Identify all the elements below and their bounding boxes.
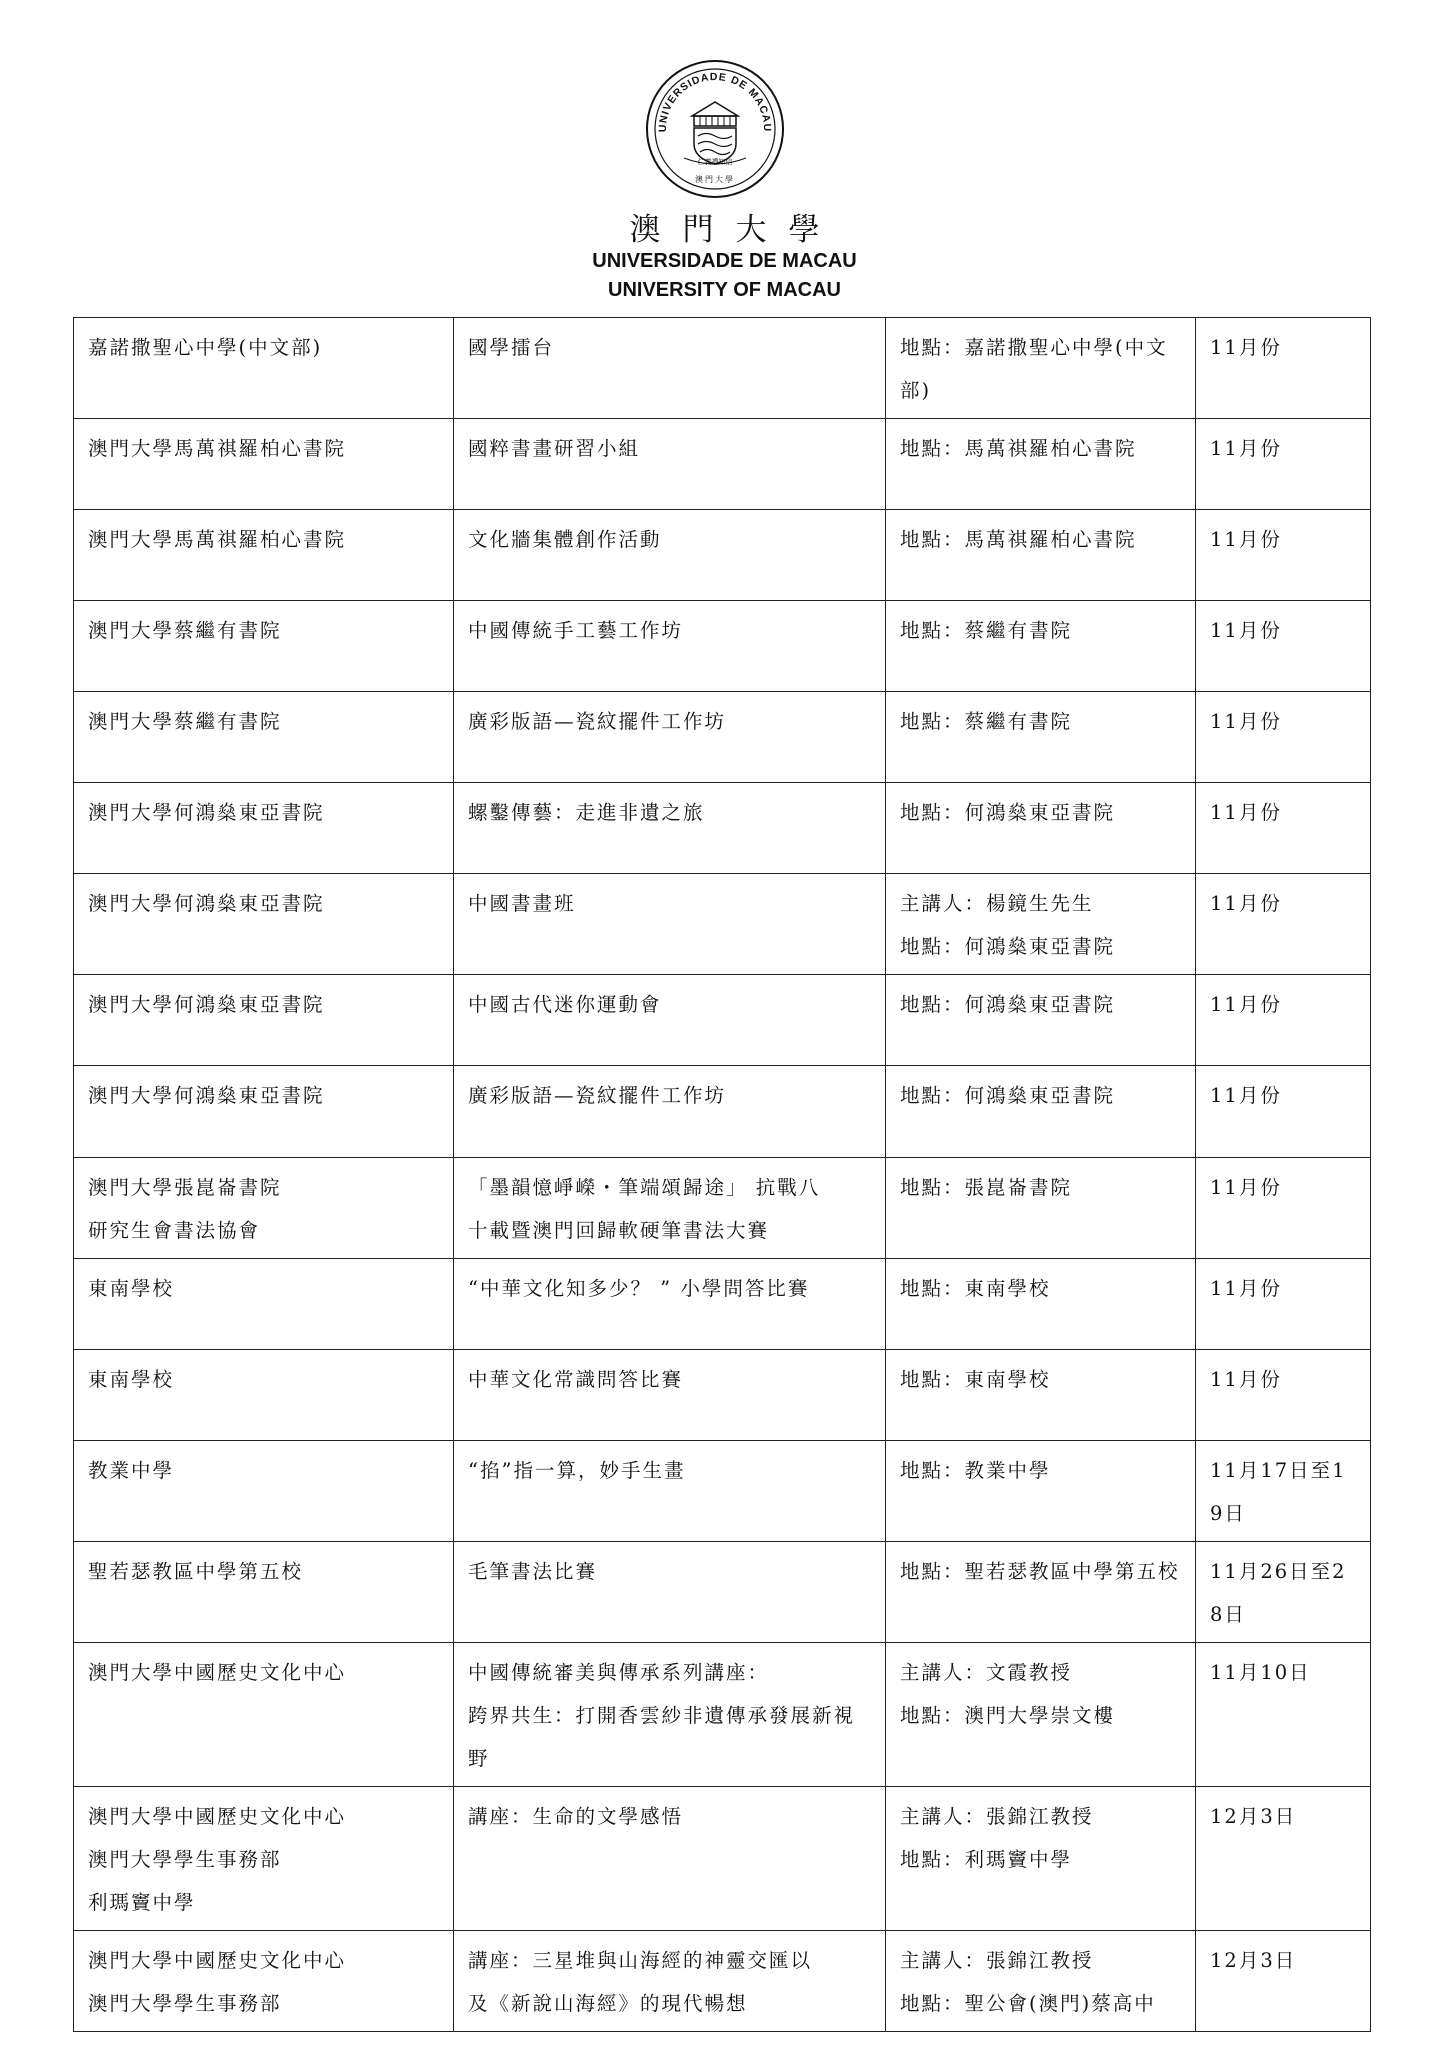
activity-cell-line: 講座：三星堆與山海經的神靈交匯以 bbox=[468, 1949, 813, 1972]
activity-cell-line: 螺鑿傳藝：走進非遺之旅 bbox=[468, 801, 705, 824]
activity-cell bbox=[454, 1441, 886, 1542]
organizer-cell-line: 澳門大學中國歷史文化中心 bbox=[88, 1949, 347, 1972]
university-seal-logo bbox=[644, 58, 786, 200]
location-cell-line: 主講人：張錦江教授 bbox=[900, 1805, 1094, 1828]
organizer-cell-line: 澳門大學何鴻燊東亞書院 bbox=[88, 1084, 325, 1107]
organizer-cell bbox=[74, 1441, 454, 1542]
table-row bbox=[74, 318, 1371, 419]
date-cell-line: 11月份 bbox=[1210, 993, 1282, 1016]
activity-cell bbox=[454, 510, 886, 601]
organizer-cell-line: 嘉諾撒聖心中學(中文部) bbox=[88, 336, 323, 359]
table-row bbox=[74, 1066, 1371, 1158]
organizer-cell-line: 澳門大學學生事務部 bbox=[88, 1992, 282, 2015]
organizer-cell-line: 澳門大學何鴻燊東亞書院 bbox=[88, 892, 325, 915]
location-cell-line: 主講人：張錦江教授 bbox=[900, 1949, 1094, 1972]
location-cell-line: 地點：東南學校 bbox=[900, 1368, 1051, 1391]
organizer-cell bbox=[74, 783, 454, 874]
date-cell-line: 11月份 bbox=[1210, 619, 1282, 642]
activity-cell bbox=[454, 318, 886, 419]
organizer-cell-line: 澳門大學馬萬祺羅柏心書院 bbox=[88, 437, 347, 460]
activity-cell bbox=[454, 1542, 886, 1643]
date-cell bbox=[1196, 975, 1371, 1066]
activity-cell-line: 講座：生命的文學感悟 bbox=[468, 1805, 684, 1828]
location-cell-line: 地點：何鴻燊東亞書院 bbox=[900, 993, 1116, 1016]
location-cell-line: 地點：張崑崙書院 bbox=[900, 1176, 1073, 1199]
date-cell bbox=[1196, 1259, 1371, 1350]
date-cell-line: 11月份 bbox=[1210, 892, 1282, 915]
date-cell-line: 11月份 bbox=[1210, 1368, 1282, 1391]
organizer-cell bbox=[74, 1542, 454, 1643]
activity-cell-line: “中華文化知多少？ ” 小學問答比賽 bbox=[468, 1277, 810, 1300]
organizer-cell-line: 澳門大學何鴻燊東亞書院 bbox=[88, 801, 325, 824]
activity-cell-line: 十載暨澳門回歸軟硬筆書法大賽 bbox=[468, 1219, 770, 1242]
activity-cell-line: “掐”指一算，妙手生畫 bbox=[468, 1459, 686, 1482]
university-name-chinese: 澳門大學 bbox=[629, 212, 842, 248]
table-row bbox=[74, 975, 1371, 1066]
organizer-cell bbox=[74, 874, 454, 975]
table-row bbox=[74, 874, 1371, 975]
location-cell bbox=[886, 783, 1196, 874]
activity-cell bbox=[454, 1643, 886, 1787]
location-cell-line: 主講人：文霞教授 bbox=[900, 1661, 1073, 1684]
organizer-cell-line: 澳門大學中國歷史文化中心 bbox=[88, 1661, 347, 1684]
organizer-cell bbox=[74, 1066, 454, 1158]
organizer-cell-line: 澳門大學張崑崙書院 bbox=[88, 1176, 282, 1199]
date-cell-line: 11月26日至28日 bbox=[1210, 1560, 1347, 1626]
location-cell bbox=[886, 1350, 1196, 1441]
location-cell-line: 地點：教業中學 bbox=[900, 1459, 1051, 1482]
location-cell-line: 地點：何鴻燊東亞書院 bbox=[900, 801, 1116, 824]
activity-cell-line: 跨界共生：打開香雲紗非遺傳承發展新視野 bbox=[468, 1704, 856, 1770]
organizer-cell-line: 東南學校 bbox=[88, 1368, 175, 1391]
location-cell-line: 地點：澳門大學崇文樓 bbox=[900, 1704, 1116, 1727]
date-cell-line: 11月份 bbox=[1210, 801, 1282, 824]
location-cell bbox=[886, 1066, 1196, 1158]
location-cell bbox=[886, 1441, 1196, 1542]
activity-cell bbox=[454, 1931, 886, 2032]
activity-cell-line: 國粹書畫研習小組 bbox=[468, 437, 641, 460]
location-cell-line: 地點：馬萬祺羅柏心書院 bbox=[900, 528, 1137, 551]
date-cell-line: 11月份 bbox=[1210, 1176, 1282, 1199]
location-cell bbox=[886, 692, 1196, 783]
svg-text:UNIVERSIDADE DE MACAU: UNIVERSIDADE DE MACAU bbox=[656, 70, 774, 133]
table-row bbox=[74, 1643, 1371, 1787]
organizer-cell-line: 研究生會書法協會 bbox=[88, 1219, 261, 1242]
activity-cell bbox=[454, 874, 886, 975]
organizer-cell bbox=[74, 419, 454, 510]
location-cell-line: 地點：蔡繼有書院 bbox=[900, 619, 1073, 642]
location-cell bbox=[886, 601, 1196, 692]
activity-cell-line: 廣彩版語—瓷紋擺件工作坊 bbox=[468, 710, 727, 733]
organizer-cell bbox=[74, 975, 454, 1066]
location-cell bbox=[886, 1158, 1196, 1259]
location-cell-line: 主講人：楊鏡生先生 bbox=[900, 892, 1094, 915]
activity-cell-line: 文化牆集體創作活動 bbox=[468, 528, 662, 551]
organizer-cell-line: 澳門大學蔡繼有書院 bbox=[88, 710, 282, 733]
date-cell-line: 11月份 bbox=[1210, 336, 1282, 359]
table-row bbox=[74, 1350, 1371, 1441]
organizer-cell-line: 澳門大學何鴻燊東亞書院 bbox=[88, 993, 325, 1016]
schedule-table-body bbox=[74, 318, 1371, 2032]
organizer-cell bbox=[74, 318, 454, 419]
activity-cell bbox=[454, 975, 886, 1066]
location-cell bbox=[886, 874, 1196, 975]
svg-text:仁義禮知信: 仁義禮知信 bbox=[697, 158, 733, 166]
activity-cell-line: 中國古代迷你運動會 bbox=[468, 993, 662, 1016]
location-cell-line: 地點：東南學校 bbox=[900, 1277, 1051, 1300]
date-cell bbox=[1196, 1350, 1371, 1441]
location-cell bbox=[886, 419, 1196, 510]
date-cell bbox=[1196, 1066, 1371, 1158]
location-cell bbox=[886, 510, 1196, 601]
organizer-cell bbox=[74, 692, 454, 783]
activity-cell bbox=[454, 1066, 886, 1158]
location-cell-line: 地點：利瑪竇中學 bbox=[900, 1848, 1073, 1871]
organizer-cell bbox=[74, 510, 454, 601]
activity-cell-line: 中華文化常識問答比賽 bbox=[468, 1368, 684, 1391]
table-row bbox=[74, 1259, 1371, 1350]
activity-cell-line: 國學擂台 bbox=[468, 336, 555, 359]
activity-cell-line: 廣彩版語—瓷紋擺件工作坊 bbox=[468, 1084, 727, 1107]
date-cell bbox=[1196, 1158, 1371, 1259]
organizer-cell bbox=[74, 1259, 454, 1350]
date-cell-line: 12月3日 bbox=[1210, 1949, 1297, 1972]
location-cell bbox=[886, 1931, 1196, 2032]
date-cell bbox=[1196, 510, 1371, 601]
table-row bbox=[74, 601, 1371, 692]
activity-cell bbox=[454, 1259, 886, 1350]
table-row bbox=[74, 419, 1371, 510]
activity-cell-line: 中國傳統手工藝工作坊 bbox=[468, 619, 684, 642]
table-row bbox=[74, 510, 1371, 601]
organizer-cell-line: 教業中學 bbox=[88, 1459, 175, 1482]
organizer-cell bbox=[74, 601, 454, 692]
location-cell-line: 地點：蔡繼有書院 bbox=[900, 710, 1073, 733]
table-row bbox=[74, 1787, 1371, 1931]
location-cell bbox=[886, 318, 1196, 419]
svg-text:澳門大學: 澳門大學 bbox=[695, 175, 735, 184]
activity-cell bbox=[454, 419, 886, 510]
location-cell bbox=[886, 1787, 1196, 1931]
university-name-english: UNIVERSITY OF MACAU bbox=[608, 279, 841, 301]
date-cell-line: 11月份 bbox=[1210, 1277, 1282, 1300]
date-cell-line: 11月份 bbox=[1210, 528, 1282, 551]
activity-cell-line: 毛筆書法比賽 bbox=[468, 1560, 598, 1583]
activity-cell-line: 及《新說山海經》的現代暢想 bbox=[468, 1992, 748, 2015]
date-cell bbox=[1196, 1542, 1371, 1643]
activity-cell-line: 中國傳統審美與傳承系列講座： bbox=[468, 1661, 770, 1684]
date-cell bbox=[1196, 783, 1371, 874]
location-cell-line: 地點：何鴻燊東亞書院 bbox=[900, 1084, 1116, 1107]
date-cell bbox=[1196, 1441, 1371, 1542]
date-cell bbox=[1196, 692, 1371, 783]
activity-schedule-table bbox=[73, 317, 1371, 2032]
activity-cell bbox=[454, 1350, 886, 1441]
activity-cell bbox=[454, 783, 886, 874]
date-cell bbox=[1196, 1787, 1371, 1931]
activity-cell bbox=[454, 1158, 886, 1259]
date-cell bbox=[1196, 874, 1371, 975]
date-cell bbox=[1196, 601, 1371, 692]
date-cell bbox=[1196, 318, 1371, 419]
table-row bbox=[74, 783, 1371, 874]
table-row bbox=[74, 1542, 1371, 1643]
location-cell bbox=[886, 975, 1196, 1066]
location-cell-line: 地點：聖若瑟教區中學第五校 bbox=[900, 1560, 1180, 1583]
date-cell-line: 11月份 bbox=[1210, 710, 1282, 733]
table-row bbox=[74, 1931, 1371, 2032]
activity-cell bbox=[454, 1787, 886, 1931]
table-row bbox=[74, 1441, 1371, 1542]
organizer-cell-line: 東南學校 bbox=[88, 1277, 175, 1300]
location-cell bbox=[886, 1542, 1196, 1643]
organizer-cell-line: 澳門大學馬萬祺羅柏心書院 bbox=[88, 528, 347, 551]
location-cell-line: 地點：馬萬祺羅柏心書院 bbox=[900, 437, 1137, 460]
organizer-cell-line: 利瑪竇中學 bbox=[88, 1891, 196, 1914]
date-cell-line: 11月17日至19日 bbox=[1210, 1459, 1347, 1525]
organizer-cell bbox=[74, 1350, 454, 1441]
location-cell-line: 地點：聖公會(澳門)蔡高中 bbox=[900, 1992, 1156, 2015]
location-cell-line: 地點：何鴻燊東亞書院 bbox=[900, 935, 1116, 958]
location-cell-line: 地點：嘉諾撒聖心中學(中文部) bbox=[900, 336, 1168, 402]
activity-cell bbox=[454, 601, 886, 692]
letterhead bbox=[0, 0, 1449, 300]
organizer-cell-line: 澳門大學蔡繼有書院 bbox=[88, 619, 282, 642]
date-cell bbox=[1196, 419, 1371, 510]
organizer-cell-line: 澳門大學中國歷史文化中心 bbox=[88, 1805, 347, 1828]
table-row bbox=[74, 692, 1371, 783]
activity-cell bbox=[454, 692, 886, 783]
organizer-cell-line: 澳門大學學生事務部 bbox=[88, 1848, 282, 1871]
date-cell bbox=[1196, 1643, 1371, 1787]
university-name-portuguese: UNIVERSIDADE DE MACAU bbox=[592, 250, 857, 272]
table-row bbox=[74, 1158, 1371, 1259]
date-cell-line: 11月份 bbox=[1210, 1084, 1282, 1107]
organizer-cell bbox=[74, 1158, 454, 1259]
date-cell bbox=[1196, 1931, 1371, 2032]
date-cell-line: 11月10日 bbox=[1210, 1661, 1311, 1684]
location-cell bbox=[886, 1259, 1196, 1350]
activity-cell-line: 「墨韻憶崢嶸・筆端頌歸途」 抗戰八 bbox=[468, 1176, 821, 1199]
date-cell-line: 11月份 bbox=[1210, 437, 1282, 460]
organizer-cell-line: 聖若瑟教區中學第五校 bbox=[88, 1560, 304, 1583]
date-cell-line: 12月3日 bbox=[1210, 1805, 1297, 1828]
organizer-cell bbox=[74, 1643, 454, 1787]
location-cell bbox=[886, 1643, 1196, 1787]
activity-cell-line: 中國書畫班 bbox=[468, 892, 576, 915]
organizer-cell bbox=[74, 1931, 454, 2032]
organizer-cell bbox=[74, 1787, 454, 1931]
